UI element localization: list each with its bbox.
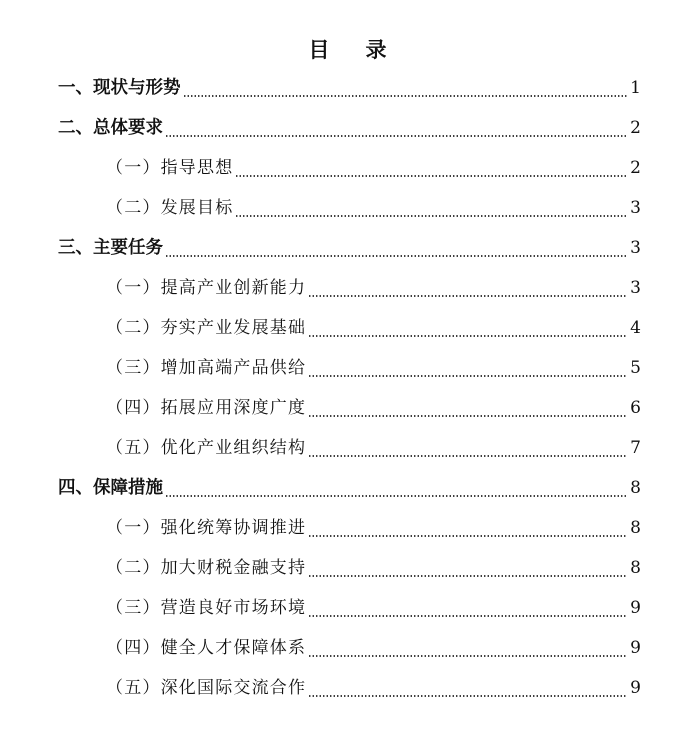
toc-leader-dots	[308, 575, 627, 577]
toc-leader-dots	[235, 175, 627, 177]
toc-leader-dots	[308, 335, 627, 337]
toc-leader-dots	[165, 135, 627, 137]
toc-entry-label: （二）加大财税金融支持	[106, 558, 307, 578]
toc-entry-subsection[interactable]	[106, 348, 641, 388]
toc-entry-section-2[interactable]	[58, 108, 641, 148]
toc-entry-page: 9	[630, 598, 641, 618]
toc-entry-subsection[interactable]	[106, 268, 641, 308]
toc-entry-page: 1	[630, 78, 641, 98]
toc-entry-label: （四）健全人才保障体系	[106, 638, 307, 658]
toc-leader-dots	[308, 415, 627, 417]
toc-entry-page: 4	[630, 318, 641, 338]
toc-leader-dots	[308, 375, 627, 377]
toc-entry-page: 2	[630, 158, 641, 178]
toc-entry-page: 7	[630, 438, 641, 458]
toc-entry-subsection[interactable]	[106, 588, 641, 628]
toc-entry-subsection[interactable]	[106, 428, 641, 468]
toc-entry-label: （二）发展目标	[106, 198, 234, 218]
toc-entry-page: 8	[630, 478, 641, 498]
toc-entry-label: （五）深化国际交流合作	[106, 678, 307, 698]
toc-entry-section-1[interactable]	[58, 68, 641, 108]
toc-title-char-1: 目	[308, 38, 330, 62]
toc-entry-page: 8	[630, 558, 641, 578]
toc-entry-page: 5	[630, 358, 641, 378]
toc-leader-dots	[308, 695, 627, 697]
toc-entry-section-4[interactable]	[58, 468, 641, 508]
toc-entry-page: 8	[630, 518, 641, 538]
toc-leader-dots	[165, 255, 627, 257]
toc-entry-page: 3	[630, 198, 641, 218]
toc-entry-label: （三）增加高端产品供给	[106, 358, 307, 378]
toc-entry-subsection[interactable]	[106, 388, 641, 428]
toc-title	[0, 34, 695, 64]
toc-entry-label: （四）拓展应用深度广度	[106, 398, 307, 418]
toc-entry-label: 三、主要任务	[58, 238, 163, 258]
toc-entry-label: （二）夯实产业发展基础	[106, 318, 307, 338]
toc-entry-label: （五）优化产业组织结构	[106, 438, 307, 458]
toc-leader-dots	[308, 655, 627, 657]
toc-entry-label: 二、总体要求	[58, 118, 163, 138]
toc-entry-page: 9	[630, 638, 641, 658]
toc-leader-dots	[235, 215, 627, 217]
toc-entry-page: 3	[630, 278, 641, 298]
toc-entry-subsection[interactable]	[106, 548, 641, 588]
toc-entry-subsection[interactable]	[106, 668, 641, 708]
toc-entry-section-3[interactable]	[58, 228, 641, 268]
toc-entry-page: 6	[630, 398, 641, 418]
toc-leader-dots	[308, 295, 627, 297]
toc-entry-subsection[interactable]	[106, 308, 641, 348]
toc-entry-subsection[interactable]	[106, 148, 641, 188]
toc-entry-subsection[interactable]	[106, 188, 641, 228]
toc-entry-label: （三）营造良好市场环境	[106, 598, 307, 618]
toc-leader-dots	[183, 95, 628, 97]
toc-entry-label: （一）强化统筹协调推进	[106, 518, 307, 538]
toc-title-char-2: 录	[365, 38, 387, 62]
toc-entry-page: 9	[630, 678, 641, 698]
toc-entry-label: （一）指导思想	[106, 158, 234, 178]
toc-entry-label: 四、保障措施	[58, 478, 163, 498]
toc-leader-dots	[308, 535, 627, 537]
toc-entry-subsection[interactable]	[106, 508, 641, 548]
toc-entry-page: 3	[630, 238, 641, 258]
toc-leader-dots	[308, 615, 627, 617]
toc-leader-dots	[308, 455, 627, 457]
toc-entry-label: 一、现状与形势	[58, 78, 181, 98]
toc-entry-label: （一）提高产业创新能力	[106, 278, 307, 298]
toc-leader-dots	[165, 495, 627, 497]
toc-entry-subsection[interactable]	[106, 628, 641, 668]
toc-entry-page: 2	[630, 118, 641, 138]
